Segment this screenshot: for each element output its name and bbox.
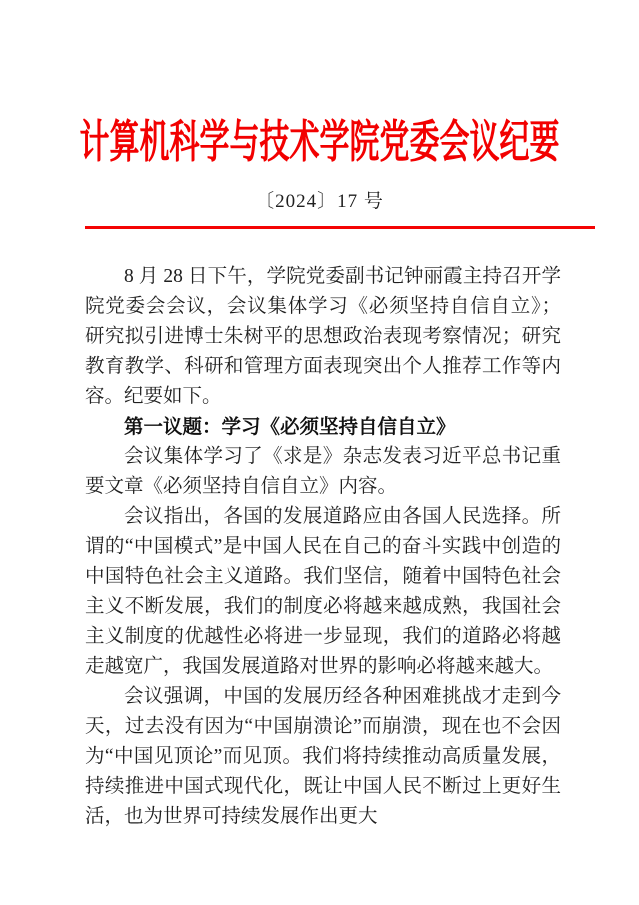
paragraph-meeting-intro: 8 月 28 日下午，学院党委副书记钟丽霞主持召开学院党委会会议，会议集体学习《必须坚持自信自立》；研究拟引进博士朱树平的思想政治表现考察情况；研究教育教学、科研和管理方面表现突出个人推荐工作等内容。纪要如下。 xyxy=(85,266,561,407)
document-title: 计算机科学与技术学院党委会议纪要 xyxy=(79,118,560,168)
paragraph-study-content: 会议集体学习了《求是》杂志发表习近平总书记重要文章《必须坚持自信自立》内容。 xyxy=(85,446,561,497)
document-body xyxy=(85,262,561,832)
red-separator-line xyxy=(85,226,595,229)
document-number: 〔2024〕17 号 xyxy=(255,191,384,212)
section-heading-topic-1: 第一议题：学习《必须坚持自信自立》 xyxy=(124,416,456,438)
paragraph-meeting-emphasized: 会议强调，中国的发展历经各种困难挑战才走到今天，过去没有因为“中国崩溃论”而崩溃，现在也不会因为“中国见顶论”而见顶。我们将持续推动高质量发展，持续推进中国式现代化，既让中国人民不断过上更好生活，也为世界可持续发展作出更大 xyxy=(85,686,561,827)
paragraph-meeting-pointed-out: 会议指出，各国的发展道路应由各国人民选择。所谓的“中国模式”是中国人民在自己的奋斗实践中创造的中国特色社会主义道路。我们坚信，随着中国特色社会主义不断发展，我们的制度必将越来越成熟，我国社会主义制度的优越性必将进一步显现，我们的道路必将越走越宽广，我国发展道路对世界的影响必将越来越大。 xyxy=(85,506,561,677)
